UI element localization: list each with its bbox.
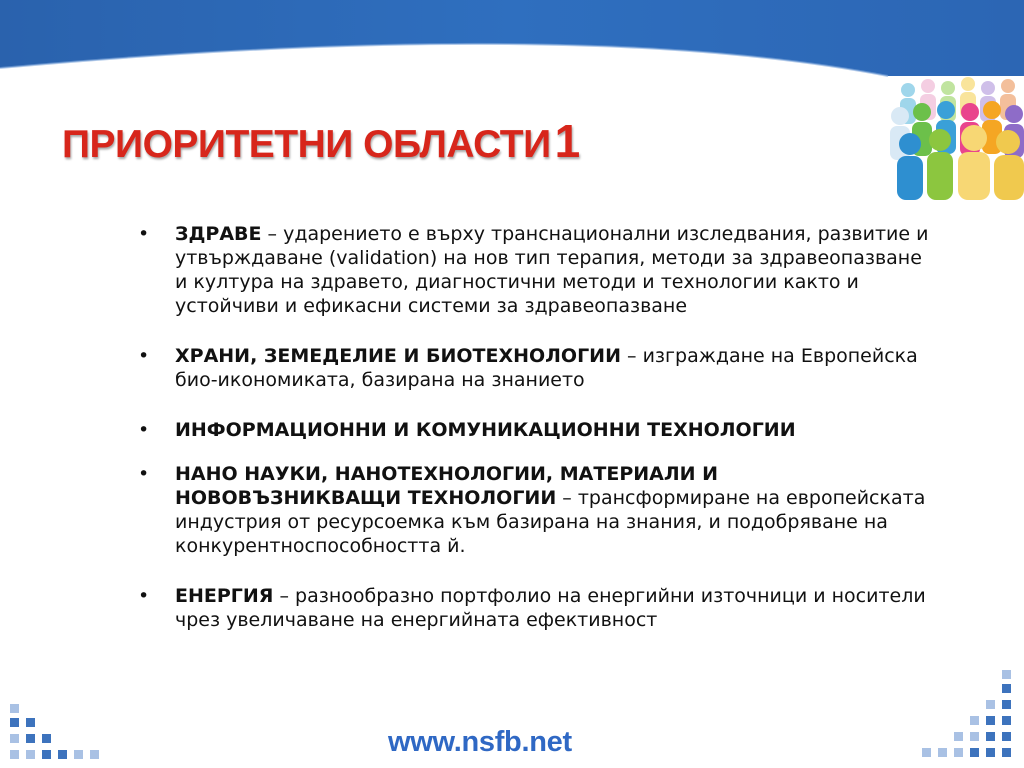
- decorative-square: [74, 750, 83, 759]
- people-crowd-icon: [888, 76, 1024, 200]
- slide-title: [62, 114, 580, 168]
- priority-list: [134, 222, 934, 632]
- decorative-square: [26, 718, 35, 727]
- list-item-heading: ЕНЕРГИЯ: [175, 585, 274, 607]
- decorative-square: [922, 748, 931, 757]
- footer-url-link[interactable]: www.nsfb.net: [388, 726, 572, 758]
- list-item-food: [134, 344, 934, 392]
- list-item-heading: ИНФОРМАЦИОННИ И КОМУНИКАЦИОННИ ТЕХНОЛОГИИ: [175, 419, 796, 441]
- decorative-square: [986, 700, 995, 709]
- decorative-square: [42, 734, 51, 743]
- decorative-square: [90, 750, 99, 759]
- list-item-heading: ХРАНИ, ЗЕМЕДЕЛИЕ И БИОТЕХНОЛОГИИ: [175, 345, 621, 367]
- decorative-square: [986, 716, 995, 725]
- decorative-square: [938, 748, 947, 757]
- decorative-square: [1002, 700, 1011, 709]
- list-item-heading: НАНО НАУКИ, НАНОТЕХНОЛОГИИ, МАТЕРИАЛИ И НОВОВЪЗНИКВАЩИ ТЕХНОЛОГИИ: [175, 463, 719, 509]
- slide-title-number: 1: [554, 115, 580, 167]
- decorative-square: [1002, 748, 1011, 757]
- slide-title-text: ПРИОРИТЕТНИ ОБЛАСТИ: [62, 123, 551, 166]
- decorative-square: [954, 732, 963, 741]
- list-item-text: – разнообразно портфолио на енергийни източници и носители чрез увеличаване на енергийната ефективност: [175, 585, 926, 631]
- decorative-square: [10, 718, 19, 727]
- list-item-health: [134, 222, 934, 318]
- decorative-square: [1002, 716, 1011, 725]
- decorative-square: [986, 748, 995, 757]
- list-item-text: – трансформиране на европейската индустрия от ресурсоемка към базирана на знания, и подобряване на конкурентноспособността й.: [175, 487, 926, 557]
- list-item-energy: [134, 584, 934, 632]
- header-banner: [0, 0, 1024, 110]
- decorative-square: [970, 716, 979, 725]
- decorative-square: [1002, 684, 1011, 693]
- decorative-square: [10, 750, 19, 759]
- decorative-square: [986, 732, 995, 741]
- decorative-square: [10, 734, 19, 743]
- decorative-square: [970, 732, 979, 741]
- list-item-nano: [134, 462, 934, 558]
- decorative-square: [954, 748, 963, 757]
- decorative-square: [1002, 732, 1011, 741]
- list-item-text: – ударението е върху транснационални изследвания, развитие и утвърждаване (validation) на нов тип терапия, методи за здравеопазване и култура на здравето, диагностични методи и технологии както и устойчиви и ефикасни системи за здравеопазване: [175, 223, 929, 317]
- decorative-square: [970, 748, 979, 757]
- list-item-heading: ЗДРАВЕ: [175, 223, 262, 245]
- list-item-text: – изграждане на Европейска био-икономиката, базирана на знанието: [175, 345, 918, 391]
- decorative-square: [26, 750, 35, 759]
- decorative-square: [1002, 670, 1011, 679]
- decorative-square: [10, 704, 19, 713]
- decorative-square: [42, 750, 51, 759]
- decorative-square: [26, 734, 35, 743]
- list-item-ict: [134, 418, 934, 442]
- decorative-square: [58, 750, 67, 759]
